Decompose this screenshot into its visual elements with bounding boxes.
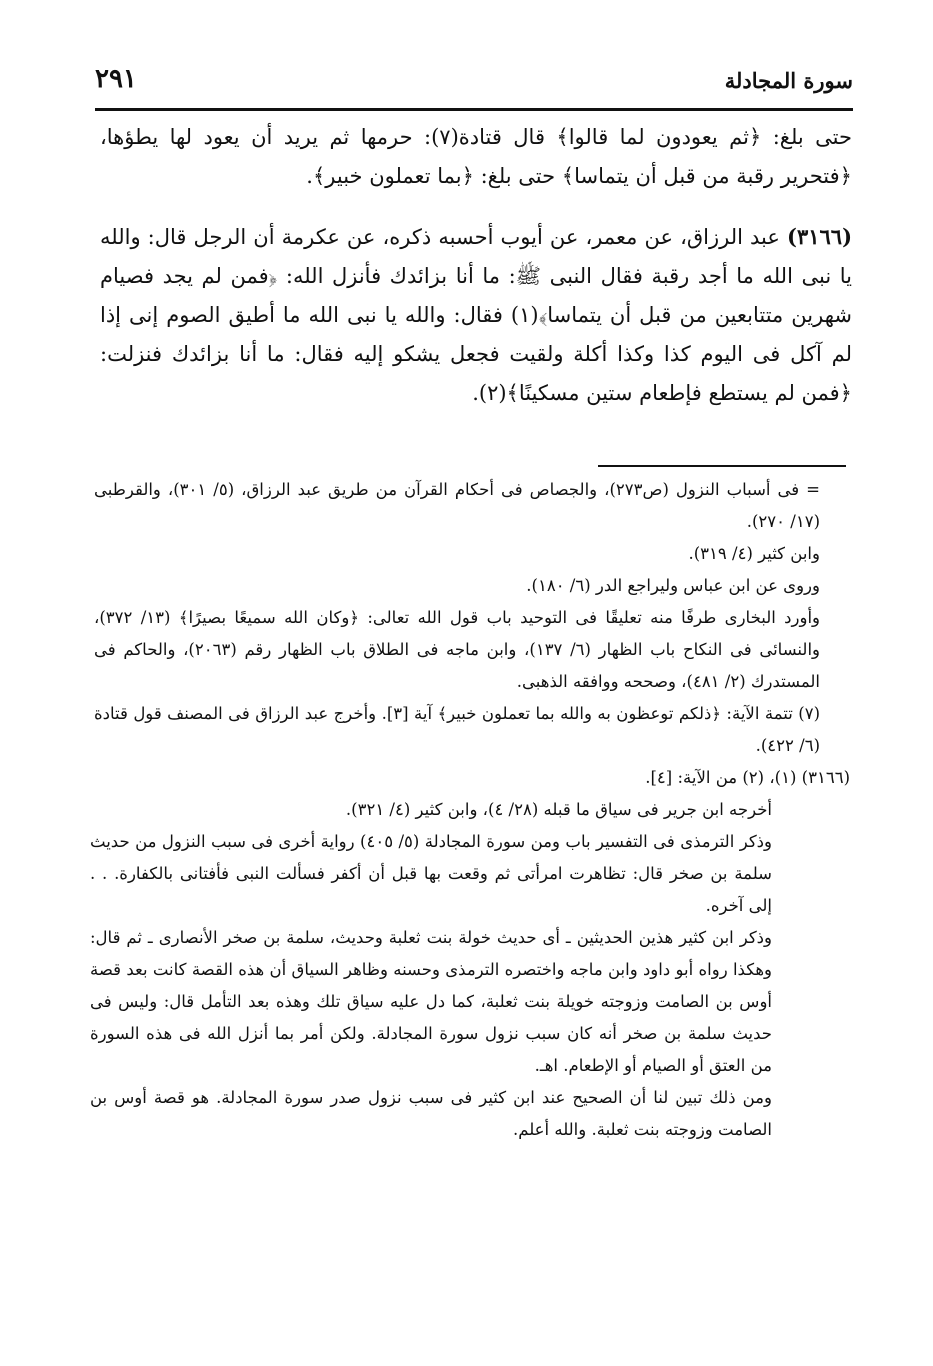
- footnote-continuation: = فى أسباب النزول (ص٢٧٣)، والجصاص فى أحكام القرآن من طريق عبد الرزاق، (٥/ ٣٠١)، والقرطبى (١٧/ ٢٧٠).: [94, 480, 820, 531]
- footnote-3166-text: أخرجه ابن جرير فى سياق ما قبله (٢٨/ ٤)، وابن كثير (٤/ ٣٢١).: [345, 800, 772, 819]
- main-paragraph-1: حتى بلغ: ﴿ثم يعودون لما قالوا﴾ قال قتادة(٧): حرمها ثم يريد أن يعود لها يطؤها، ﴿فتحرير رقبة من قبل أن يتماسا﴾ حتى بلغ: ﴿بما تعملون خبير﴾.: [100, 125, 852, 188]
- header-divider: [95, 108, 853, 111]
- footnote-3166-text: وذكر الترمذى فى التفسير باب ومن سورة المجادلة (٥/ ٤٠٥) رواية أخرى فى سبب النزول من حديث سلمة بن صخر قال: تظاهرت امرأتى ثم وقعت بها قبل أن أكفر فسألت النبى فأفتانى بالكفارة. . . إلى آخره.: [90, 832, 772, 915]
- footnote-continuation: وابن كثير (٤/ ٣١٩).: [688, 544, 820, 563]
- footnote-3166-text: وذكر ابن كثير هذين الحديثين ـ أى حديث خولة بنت ثعلبة وحديث، سلمة بن صخر الأنصارى ـ ثم قال: وهكذا رواه أبو داود وابن ماجه واختصره الترمذى وحسنه وظاهر السياق أن هذه القصة كانت بعد قصة أوس بن الصامت وزوجته خويلة بنت ثعلبة، كما دل عليه سياق تلك وهذه بعد التأمل قال: وليس فى حديث سلمة بن صخر أنه كان سبب نزول سورة المجادلة. ولكن أمر بما أنزل الله فى هذه السورة من العتق أو الصيام أو الإطعام. اهـ.: [90, 928, 772, 1075]
- hadith-text: عبد الرزاق، عن معمر، عن أيوب أحسبه ذكره، عن عكرمة أن الرجل قال: والله يا نبى الله ما أجد رقبة فقال النبى ﷺ: ما أنا بزائدك فأنزل الله: ﴿فمن لم يجد فصيام شهرين متتابعين من قبل أن يتماسا﴾(١) فقال: والله يا نبى الله ما أطيق الصوم إنى إذا لم آكل فى اليوم كذا وكذا أكلة ولقيت فجعل يشكو إليه فقال: ما أنا بزائدك فنزلت: ﴿فمن لم يستطع فإطعام ستين مسكينًا﴾(٢).: [100, 225, 852, 405]
- page-header: [95, 64, 853, 104]
- footnote-divider: [598, 465, 846, 467]
- footnotes: [80, 474, 850, 1146]
- hadith-number: (٣١٦٦): [787, 224, 852, 249]
- footnote-3166-heading: (٣١٦٦) (١)، (٢) من الآية: [٤].: [645, 768, 850, 787]
- footnote-7: (٧) تتمة الآية: ﴿ذلكم توعظون به والله بما تعملون خبير﴾ آية [٣]. وأخرج عبد الرزاق فى المصنف قول قتادة (٦/ ٤٢٢).: [94, 704, 820, 755]
- main-text: [100, 118, 852, 413]
- footnote-continuation: وأورد البخارى طرفًا منه تعليقًا فى التوحيد باب قول الله تعالى: ﴿وكان الله سميعًا بصيرًا﴾ (١٣/ ٣٧٢)، والنسائى فى النكاح باب الظهار (٦/ ١٣٧)، وابن ماجه فى الطلاق باب الظهار رقم (٢٠٦٣)، والحاكم فى المستدرك (٢/ ٤٨١)، وصححه ووافقه الذهبى.: [94, 608, 821, 691]
- main-paragraph-2: [100, 217, 852, 413]
- footnote-continuation: وروى عن ابن عباس وليراجع الدر (٦/ ١٨٠).: [526, 576, 820, 595]
- surah-title: سورة المجادلة: [724, 68, 853, 93]
- page-number: ٢٩١: [95, 64, 137, 94]
- footnote-3166-text: ومن ذلك تبين لنا أن الصحيح عند ابن كثير فى سبب نزول صدر سورة المجادلة. هو قصة أوس بن الصامت وزوجته بنت ثعلبة. والله أعلم.: [90, 1088, 772, 1139]
